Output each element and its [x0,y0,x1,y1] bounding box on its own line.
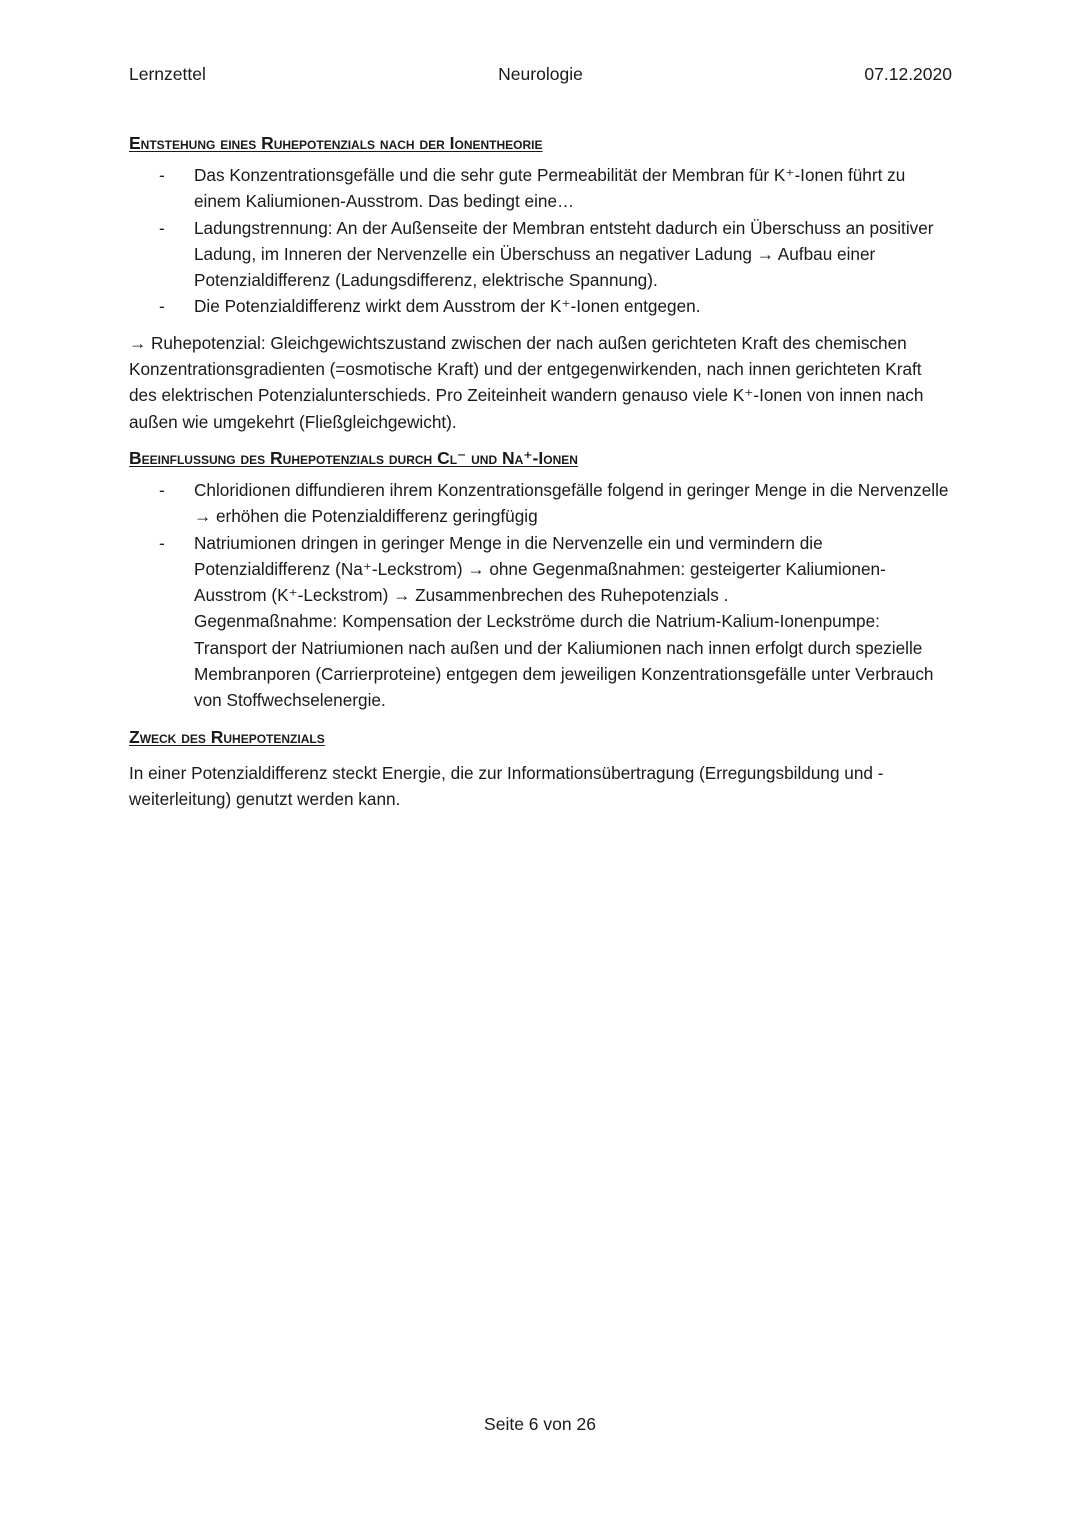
list-item: - Ladungstrennung: An der Außenseite der Membran entsteht dadurch ein Überschuss an positiver Ladung, im Inneren der Nervenzelle ein Überschuss an negativer Ladung → Aufbau einer Potenzialdifferenz (Ladungsdifferenz, elektrische Spannung). [129,215,952,294]
section-title: Beeinflussung des Ruhepotenzials durch Cl⁻ und Na⁺-Ionen [129,447,578,468]
bullet-list [129,162,952,320]
list-item: - Chloridionen diffundieren ihrem Konzentrationsgefälle folgend in geringer Menge in die Nervenzelle → erhöhen die Potenzialdifferenz geringfügig [129,477,952,530]
page-content [129,130,952,812]
header-subject: Neurologie [498,64,583,84]
page-number: Seite 6 von 26 [484,1414,596,1434]
summary-paragraph: → Ruhepotenzial: Gleichgewichtszustand zwischen der nach außen gerichteten Kraft des chemischen Konzentrationsgradienten (=osmotische Kraft) und der entgegenwirkenden, nach innen gerichteten Kraft des elektrischen Potenzialunterschieds. Pro Zeiteinheit wandern genauso viele K⁺-Ionen von innen nach außen wie umgekehrt (Fließgleichgewicht). [129,332,924,432]
list-item: Gegenmaßnahme: Kompensation der Leckströme durch die Natrium-Kalium-Ionenpumpe: Transport der Natriumionen nach außen und der Kaliumionen nach innen erfolgt durch spezielle Membranporen (Carrierproteine) entgegen dem jeweiligen Konzentrationsgefälle unter Verbrauch von Stoffwechselenergie. [194,611,934,711]
list-item: - Das Konzentrationsgefälle und die sehr gute Permeabilität der Membran für K⁺-Ionen führt zu einem Kaliumionen-Ausstrom. Das bedingt eine… [129,162,952,215]
page-header [129,64,952,90]
section-title: Zweck des Ruhepotenzials [129,726,325,747]
header-date: 07.12.2020 [864,64,952,84]
header-title: Lernzettel [129,64,206,84]
purpose-paragraph: In einer Potenzialdifferenz steckt Energie, die zur Informationsübertragung (Erregungsbildung und -weiterleitung) genutzt werden kann. [129,762,884,809]
list-item: - Die Potenzialdifferenz wirkt dem Ausstrom der K⁺-Ionen entgegen. [129,293,952,319]
section-title: Entstehung eines Ruhepotenzials nach der Ionentheorie [129,133,543,153]
list-item: - Natriumionen dringen in geringer Menge in die Nervenzelle ein und vermindern die Potenzialdifferenz (Na⁺-Leckstrom) → ohne Gegenmaßnahmen: gesteigerter Kaliumionen-Ausstrom (K⁺-Leckstrom) → Zusammenbrechen des Ruhepotenzials . [129,530,952,609]
bullet-list [129,477,952,714]
